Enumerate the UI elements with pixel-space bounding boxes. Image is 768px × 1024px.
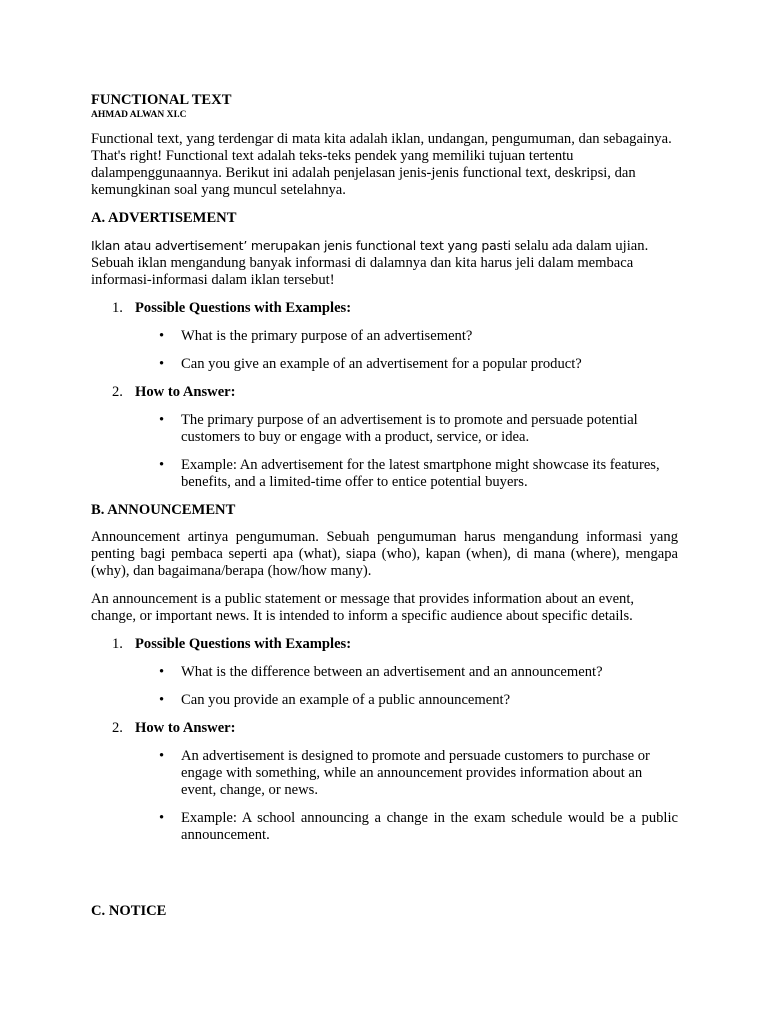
list-item bbox=[159, 664, 678, 681]
section-heading-advertisement: A. ADVERTISEMENT bbox=[91, 210, 237, 226]
item-label: Possible Questions with Examples: bbox=[135, 636, 352, 652]
item-number: 2. bbox=[112, 720, 123, 736]
section-heading-announcement: B. ANNOUNCEMENT bbox=[91, 502, 236, 518]
list-item-text: What is the primary purpose of an advertisement? bbox=[181, 328, 473, 344]
numbered-item bbox=[91, 384, 678, 401]
list-item bbox=[159, 692, 678, 709]
list-item bbox=[159, 748, 678, 799]
item-label: Possible Questions with Examples: bbox=[135, 300, 352, 316]
bullet-list bbox=[91, 748, 678, 844]
list-item-text: Can you give an example of an advertisement for a popular product? bbox=[181, 356, 582, 372]
document-body bbox=[91, 92, 678, 930]
advertisement-paragraph bbox=[91, 237, 678, 289]
numbered-item bbox=[91, 720, 678, 737]
list-item bbox=[159, 328, 678, 345]
bullet-list bbox=[91, 664, 678, 709]
item-number: 1. bbox=[112, 636, 123, 652]
bullet-icon: • bbox=[159, 457, 165, 473]
announcement-paragraph-id: Announcement artinya pengumuman. Sebuah pengumuman harus mengandung informasi yang penting bagi pembaca seperti apa (what), siapa (who), kapan (when), di mana (where), mengapa (why), dan bagaimana/berapa (how/how many). bbox=[91, 529, 678, 579]
list-item-text: An advertisement is designed to promote and persuade customers to purchase or engage with something, while an announcement provides information about an event, change, or news. bbox=[181, 748, 650, 798]
bullet-list bbox=[91, 412, 678, 491]
numbered-item bbox=[91, 300, 678, 317]
bullet-icon: • bbox=[159, 328, 165, 344]
bullet-icon: • bbox=[159, 356, 165, 372]
list-item-text: Can you provide an example of a public announcement? bbox=[181, 692, 511, 708]
section-heading-notice: C. NOTICE bbox=[91, 903, 167, 919]
bullet-icon: • bbox=[159, 664, 165, 680]
advertisement-paragraph-rest: selalu ada dalam ujian. Sebuah iklan mengandung banyak informasi di dalamnya dan kita harus jeli dalam membaca informasi-informasi dalam iklan tersebut! bbox=[91, 238, 649, 288]
list-item bbox=[159, 412, 678, 446]
intro-paragraph: Functional text, yang terdengar di mata kita adalah iklan, undangan, pengumuman, dan sebagainya. That's right! Functional text adalah teks-teks pendek yang memiliki tujuan tertentu dalampenggunaannya. Berikut ini adalah penjelasan jenis-jenis functional text, deskripsi, dan kemungkinan soal yang muncul setelahnya. bbox=[91, 131, 672, 198]
bullet-icon: • bbox=[159, 412, 165, 428]
list-item-text: Example: A school announcing a change in the exam schedule would be a public announcement. bbox=[181, 810, 678, 843]
bullet-icon: • bbox=[159, 748, 165, 764]
list-item-text: What is the difference between an advertisement and an announcement? bbox=[181, 664, 603, 680]
bullet-icon: • bbox=[159, 692, 165, 708]
item-label: How to Answer: bbox=[135, 720, 236, 736]
item-label: How to Answer: bbox=[135, 384, 236, 400]
document-author: AHMAD ALWAN XI.C bbox=[91, 110, 187, 120]
list-item bbox=[159, 457, 678, 491]
list-item-text: Example: An advertisement for the latest smartphone might showcase its features, benefits, and a limited-time offer to entice potential buyers. bbox=[181, 457, 660, 490]
bullet-list bbox=[91, 328, 678, 373]
item-number: 2. bbox=[112, 384, 123, 400]
list-item bbox=[159, 810, 678, 844]
advertisement-paragraph-lead: Iklan atau advertisement’ merupakan jenis functional text yang pasti bbox=[91, 238, 511, 253]
bullet-icon: • bbox=[159, 810, 165, 826]
list-item bbox=[159, 356, 678, 373]
numbered-item bbox=[91, 636, 678, 653]
section-spacer bbox=[91, 855, 678, 903]
list-item-text: The primary purpose of an advertisement is to promote and persuade potential customers to buy or engage with a product, service, or idea. bbox=[181, 412, 638, 445]
document-title: FUNCTIONAL TEXT bbox=[91, 92, 232, 108]
item-number: 1. bbox=[112, 300, 123, 316]
announcement-paragraph-en: An announcement is a public statement or message that provides information about an event, change, or important news. It is intended to inform a specific audience about specific details. bbox=[91, 591, 635, 624]
